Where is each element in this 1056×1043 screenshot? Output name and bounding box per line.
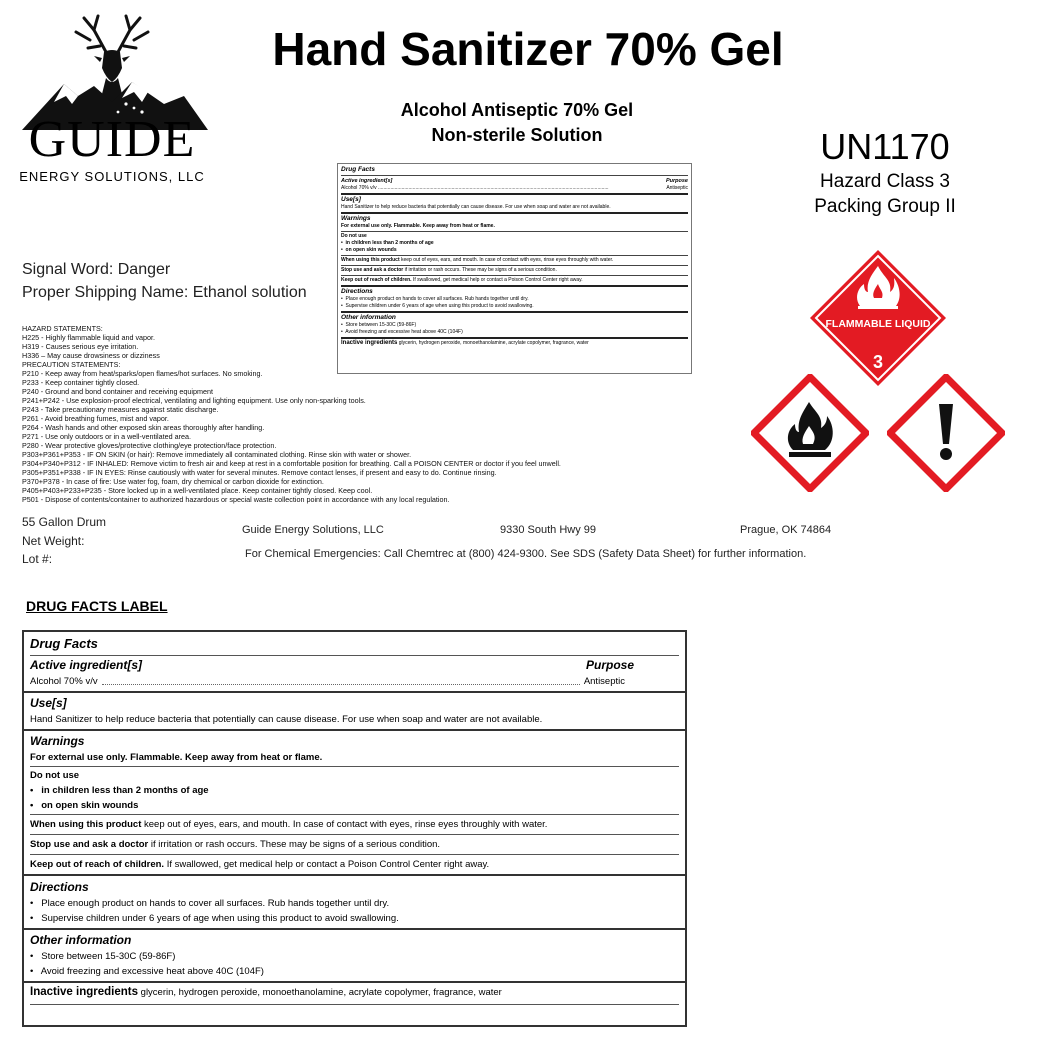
inactive-heading: Inactive ingredients — [30, 986, 139, 998]
placard-label: FLAMMABLE LIQUID — [825, 318, 931, 330]
thumb-other-2: Avoid freezing and excessive heat above 40C (104F) — [345, 329, 463, 335]
thumb-purpose: Antiseptic — [666, 185, 688, 191]
container-size: 55 Gallon Drum — [22, 515, 107, 529]
hazard-statement-line: HAZARD STATEMENTS: — [22, 324, 103, 333]
un-number: UN1170 — [820, 126, 950, 167]
drug-facts-heading: DRUG FACTS LABEL — [26, 598, 168, 614]
thumb-do-not-use: Do not use — [341, 233, 367, 239]
hazard-statement-line: P501 - Dispose of contents/container to authorized hazardous or special waste collection point in accordance with any local regulation. — [22, 495, 450, 504]
ghs-exclamation-icon — [887, 374, 1005, 492]
packing-group: Packing Group II — [814, 196, 956, 217]
thumb-inactive-text: glycerin, hydrogen peroxide, monoethanolamine, acrylate copolymer, fragrance, water — [397, 340, 589, 346]
when-using-text: keep out of eyes, ears, and mouth. In case of contact with eyes, rinse eyes throughly with water. — [141, 819, 548, 830]
other-info-1: Store between 15-30C (59-86F) — [41, 951, 176, 962]
warning-external: For external use only. Flammable. Keep away from heat or flame. — [30, 752, 323, 763]
thumb-when-using-bold: When using this product — [341, 257, 400, 263]
thumb-other-heading: Other information — [341, 314, 396, 321]
keep-out-text: If swallowed, get medical help or contact a Poison Control Center right away. — [164, 859, 490, 870]
company-address: 9330 South Hwy 99 — [500, 524, 597, 536]
thumb-stop-use-text: if irritation or rash occurs. These may be signs of a serious condition. — [403, 267, 557, 273]
logo-subtitle: ENERGY SOLUTIONS, LLC — [19, 169, 205, 184]
hazard-statement-line: P240 - Ground and bond container and receiving equipment — [22, 387, 213, 396]
purpose-heading: Purpose — [585, 658, 634, 672]
hazard-statement-line: P241+P242 - Use explosion-proof electrical, ventilating and lighting equipment. Use only non-sparking tools. — [22, 396, 366, 405]
when-using-bold: When using this product — [30, 819, 142, 830]
stop-use-bold: Stop use and ask a doctor — [30, 839, 149, 850]
thumb-directions-heading: Directions — [341, 288, 373, 295]
hazard-statement-line: P271 - Use only outdoors or in a well-ventilated area. — [22, 432, 191, 441]
thumb-warning-external: For external use only. Flammable. Keep away from heat or flame. — [341, 223, 495, 229]
active-ingredient: Alcohol 70% v/v — [30, 676, 98, 687]
hazard-class: Hazard Class 3 — [820, 171, 950, 192]
do-not-use-item-2: on open skin wounds — [41, 800, 139, 811]
thumb-dnu-2: on open skin wounds — [345, 247, 397, 253]
thumb-active-heading: Active ingredient[s] — [341, 178, 393, 184]
other-info-2: Avoid freezing and excessive heat above 40C (104F) — [40, 966, 264, 977]
flammable-liquid-placard-icon — [808, 248, 948, 388]
hazard-statement-line: PRECAUTION STATEMENTS: — [22, 360, 121, 369]
emergency-contact: For Chemical Emergencies: Call Chemtrec at (800) 424-9300. See SDS (Safety Data Sheet) for further information. — [245, 548, 807, 560]
hazard-statement-line: P370+P378 - In case of fire: Use water fog, foam, dry chemical or carbon dioxide for extinction. — [22, 477, 324, 486]
hazard-statement-line: P243 - Take precautionary measures against static discharge. — [22, 405, 219, 414]
hazard-statement-line: P405+P403+P233+P235 - Store locked up in a well-ventilated place. Keep container tightly closed. Keep cool. — [22, 486, 373, 495]
signal-word: Signal Word: Danger — [22, 261, 171, 278]
thumb-active-ingredient: Alcohol 70% v/v ...................................................................................................................................................................... — [341, 185, 609, 191]
thumb-keep-out-text: If swallowed, get medical help or contact a Poison Control Center right away. — [411, 277, 583, 283]
warnings-heading: Warnings — [30, 734, 85, 748]
subtitle-line-2: Non-sterile Solution — [431, 125, 603, 145]
directions-heading: Directions — [30, 880, 89, 894]
net-weight: Net Weight: — [22, 534, 85, 548]
hazard-statement-line: P261 - Avoid breathing fumes, mist and vapor. — [22, 414, 169, 423]
lot-number: Lot #: — [22, 552, 53, 566]
thumb-uses-heading: Use[s] — [341, 196, 361, 203]
hazard-statement-line: P210 - Keep away from heat/sparks/open flames/hot surfaces. No smoking. — [22, 369, 263, 378]
thumb-uses-text: Hand Sanitizer to help reduce bacteria that potentially can cause disease. For use when soap and water are not available. — [341, 204, 611, 210]
subtitle — [300, 98, 734, 148]
thumb-other-1: Store between 15-30C (59-86F) — [345, 322, 417, 328]
uses-text: Hand Sanitizer to help reduce bacteria that potentially can cause disease. For use when soap and water are not available. — [30, 714, 543, 725]
thumb-warnings-heading: Warnings — [341, 215, 371, 222]
page-title: Hand Sanitizer 70% Gel — [272, 23, 784, 75]
drug-facts-title: Drug Facts — [30, 636, 98, 651]
drug-facts-thumbnail: Drug Facts Active ingredient[s] Purpose Alcohol 70% v/v ...................................................................................................................................................................... Antiseptic Use[s] Hand Sanitizer to help reduce bacteria that potentially can cause disease. For use when soap and water are not available. Warnings For external use only. Flammable. Keep away from heat or flame. Do not use • in children less than 2 months of age • on open skin wounds When using this product keep out of eyes, ears, and mouth. In case of contact with eyes, rinse eyes throughly with water. Stop use and ask a doctor if irritation or rash occurs. These may be signs of a serious condition. Keep out of reach of children. If swallowed, get medical help or contact a Poison Control Center right away. Directions • Place enough product on hands to cover all surfaces. Rub hands together until dry. • Supervise children under 6 years of age when using this product to avoid swallowing. Other information • Store between 15-30C (59-86F) • Avoid freezing and excessive heat above 40C (104F) Inactive ingredients glycerin, hydrogen peroxide, monoethanolamine, acrylate copolymer, fragrance, water — [337, 163, 692, 374]
other-info-heading: Other information — [30, 933, 132, 947]
hazard-statement-line: P233 - Keep container tightly closed. — [22, 378, 140, 387]
thumb-stop-use-bold: Stop use and ask a doctor — [341, 267, 404, 273]
inactive-text: glycerin, hydrogen peroxide, monoethanolamine, acrylate copolymer, fragrance, water — [138, 987, 502, 998]
do-not-use: Do not use — [30, 770, 80, 781]
hazard-statement-line: P305+P351+P338 - IF IN EYES: Rinse cautiously with water for several minutes. Remove contact lenses, if present and easy to do. Continue rinsing. — [22, 468, 497, 477]
thumb-when-using-text: keep out of eyes, ears, and mouth. In case of contact with eyes, rinse eyes throughly with water. — [399, 257, 614, 263]
thumb-keep-out-bold: Keep out of reach of children. — [341, 277, 412, 283]
hazard-statement-line: P280 - Wear protective gloves/protective clothing/eye protection/face protection. — [22, 441, 277, 450]
uses-heading: Use[s] — [30, 696, 67, 710]
direction-2: Supervise children under 6 years of age when using this product to avoid swallowing. — [41, 913, 399, 924]
active-ingredient-heading: Active ingredient[s] — [30, 658, 143, 672]
shipping-name: Proper Shipping Name: Ethanol solution — [22, 284, 307, 301]
subtitle-line-1: Alcohol Antiseptic 70% Gel — [400, 100, 634, 120]
company-name: Guide Energy Solutions, LLC — [242, 524, 384, 536]
thumb-dnu-1: in children less than 2 months of age — [345, 240, 434, 246]
stop-use-text: if irritation or rash occurs. These may be signs of a serious condition. — [148, 839, 441, 850]
hazard-statement-line: P303+P361+P353 - IF ON SKIN (or hair): Remove immediately all contaminated clothing. Rinse skin with water or shower. — [22, 450, 412, 459]
thumb-dir-1: Place enough product on hands to cover all surfaces. Rub hands together until dry. — [345, 296, 529, 302]
drug-facts-panel: Drug Facts Active ingredient[s] Purpose Alcohol 70% v/v Antiseptic Use[s] Hand Sanitizer to help reduce bacteria that potentially can cause disease. For use when soap and water are not available. Warnings For external use only. Flammable. Keep away from heat or flame. Do not use • in children less than 2 months of age • on open skin wounds When using this product keep out of eyes, ears, and mouth. In case of contact with eyes, rinse eyes throughly with water. Stop use and ask a doctor if irritation or rash occurs. These may be signs of a serious condition. Keep out of reach of children. If swallowed, get medical help or contact a Poison Control Center right away. Directions • Place enough product on hands to cover all surfaces. Rub hands together until dry. • Supervise children under 6 years of age when using this product to avoid swallowing. Other information • Store between 15-30C (59-86F) • Avoid freezing and excessive heat above 40C (104F) Inactive ingredients glycerin, hydrogen peroxide, monoethanolamine, acrylate copolymer, fragrance, water — [22, 630, 687, 1027]
placard-class-number: 3 — [872, 352, 884, 372]
keep-out-bold: Keep out of reach of children. — [30, 859, 165, 870]
company-city: Prague, OK 74864 — [740, 524, 832, 536]
hazard-statement-line: H336 – May cause drowsiness or dizziness — [22, 351, 160, 360]
do-not-use-item-1: in children less than 2 months of age — [41, 785, 209, 796]
logo-name: GUIDE — [28, 111, 196, 168]
direction-1: Place enough product on hands to cover all surfaces. Rub hands together until dry. — [41, 898, 390, 909]
hazard-statement-line: P304+P340+P312 - IF INHALED: Remove victim to fresh air and keep at rest in a comfortable position for breathing. Call a POISON CENTER or doctor if you feel unwell. — [22, 459, 561, 468]
hazard-statements — [22, 324, 622, 504]
thumb-title: Drug Facts — [341, 166, 375, 173]
purpose: Antiseptic — [583, 676, 625, 687]
hazard-statement-line: H319 - Causes serious eye irritation. — [22, 342, 139, 351]
hazard-statement-line: P264 - Wash hands and other exposed skin areas thoroughly after handling. — [22, 423, 265, 432]
hazard-statement-line: H225 - Highly flammable liquid and vapor. — [22, 333, 156, 342]
thumb-purpose-heading: Purpose — [665, 178, 688, 184]
thumb-inactive-heading: Inactive ingredients — [341, 340, 398, 346]
thumb-dir-2: Supervise children under 6 years of age when using this product to avoid swallowing. — [345, 303, 534, 309]
ghs-flame-icon — [751, 374, 869, 492]
